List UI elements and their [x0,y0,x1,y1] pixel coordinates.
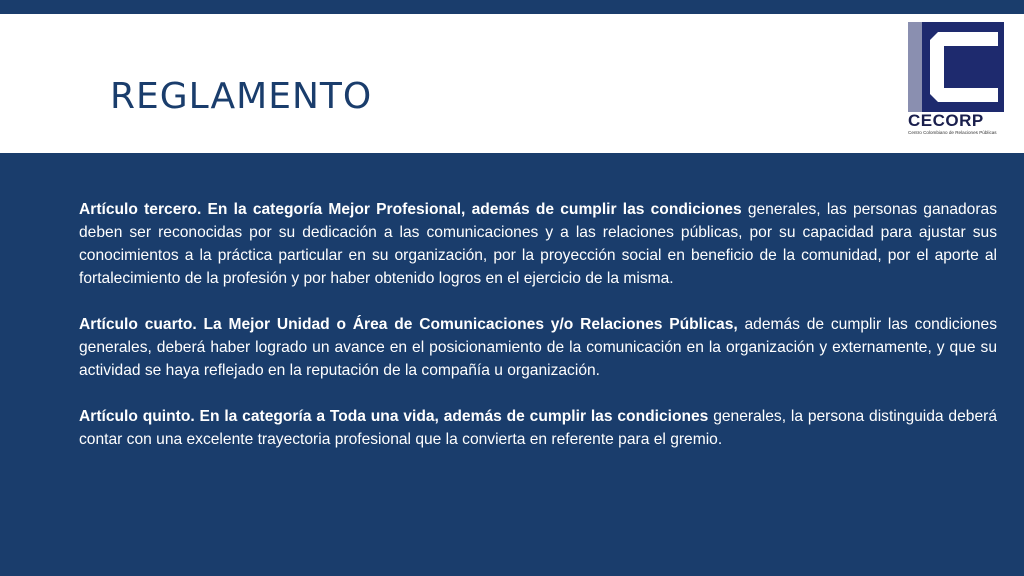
slide-header [0,14,1024,153]
article-fourth [79,313,997,382]
cecorp-logo [908,22,1004,142]
article-heading: Artículo quinto. En la categoría a Toda una vida, además de cumplir las condiciones [79,408,709,425]
article-text: además de cumplir las condiciones generales, deberá haber logrado un avance en el posicionamiento de la comunicación en la organización y externamente, y que su actividad se haya reflejado en la reputación de la compañía u organización. [79,316,997,379]
article-heading: Artículo tercero. En la categoría Mejor Profesional, además de cumplir las condiciones [79,201,742,218]
logo-c-icon [908,22,1004,112]
logo-subtitle: Centro Colombiano de Relaciones Públicas [908,130,997,135]
article-heading: Artículo cuarto. La Mejor Unidad o Área de Comunicaciones y/o Relaciones Públicas, [79,316,738,333]
slide-title: REGLAMENTO [110,76,373,117]
regulation-body [79,198,997,474]
article-third [79,198,997,290]
top-band [0,0,1024,14]
logo-wordmark: CECORP [908,111,984,130]
article-text: generales, las personas ganadoras deben ser reconocidas por su dedicación a las comunicaciones y a las relaciones públicas, por su capacidad para ajustar sus conocimientos a la práctica particular en su organización, por la proyección social en beneficio de la comunidad, por el aporte al fortalecimiento de la profesión y por haber obtenido logros en el ejercicio de la misma. [79,201,998,287]
article-fifth [79,405,997,451]
article-text: generales, la persona distinguida deberá contar con una excelente trayectoria profesional que la convierta en referente para el gremio. [79,408,997,448]
